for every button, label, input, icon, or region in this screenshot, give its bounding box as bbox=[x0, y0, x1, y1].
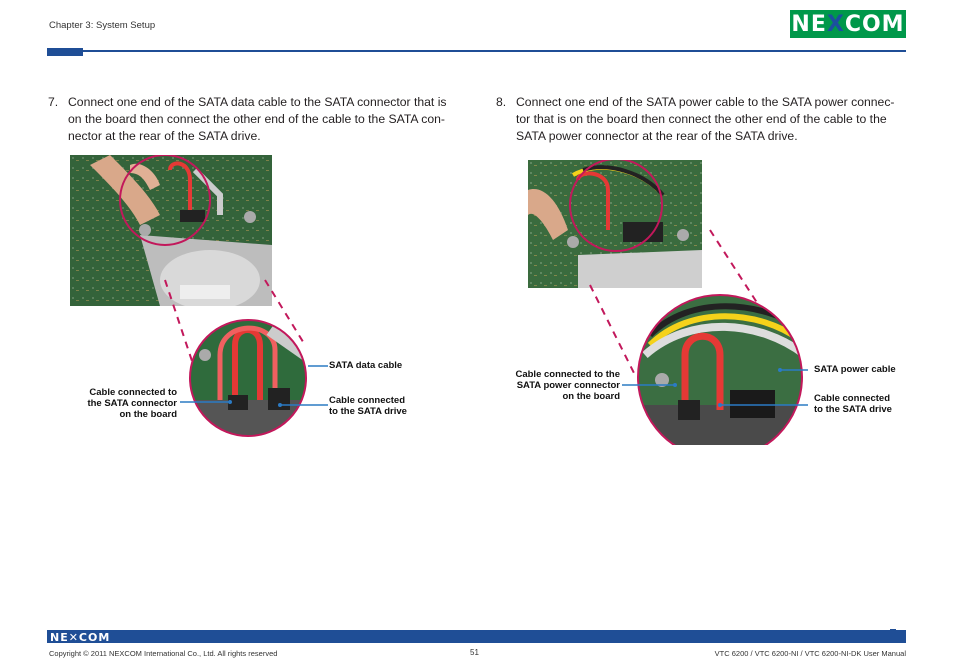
callout-line: to the SATA drive bbox=[329, 406, 407, 417]
manual-title: VTC 6200 / VTC 6200-NI / VTC 6200-NI-DK User Manual bbox=[714, 649, 906, 658]
callout-line: Cable connected to the bbox=[515, 369, 620, 380]
footer-bar bbox=[47, 630, 906, 643]
callout-line: the SATA connector bbox=[87, 398, 177, 409]
callout-line: SATA power connector bbox=[516, 380, 620, 391]
page-number: 51 bbox=[470, 648, 479, 657]
callout-power-board-connector bbox=[500, 369, 620, 402]
callout-line: Cable connected bbox=[814, 393, 891, 404]
step-7-line: nector at the rear of the SATA drive. bbox=[68, 129, 261, 143]
copyright: Copyright © 2011 NEXCOM International Co., Ltd. All rights reserved bbox=[49, 649, 278, 658]
step-8-leader-lines bbox=[620, 360, 810, 420]
step-7-text bbox=[68, 94, 447, 145]
callout-board-connector bbox=[74, 387, 177, 420]
callout-drive-connector bbox=[329, 395, 407, 417]
step-7 bbox=[48, 94, 468, 146]
chapter-title: Chapter 3: System Setup bbox=[49, 20, 156, 31]
step-8-text bbox=[516, 94, 895, 145]
step-8-line: Connect one end of the SATA power cable to the SATA power connec- bbox=[516, 95, 895, 109]
step-7-leader-lines bbox=[180, 360, 330, 420]
header-tab bbox=[47, 48, 83, 56]
callout-sata-data-cable: SATA data cable bbox=[329, 360, 403, 371]
callout-sata-power-cable: SATA power cable bbox=[814, 364, 896, 375]
callout-line: Cable connected to bbox=[89, 387, 177, 398]
step-8-line: SATA power connector at the rear of the SATA drive. bbox=[516, 129, 798, 143]
callout-power-drive-connector bbox=[814, 393, 892, 415]
logo-text-left: NE bbox=[791, 11, 827, 37]
step-8-number: 8. bbox=[496, 95, 507, 109]
step-7-number: 7. bbox=[48, 95, 59, 109]
header-rule bbox=[47, 50, 906, 52]
callout-line: to the SATA drive bbox=[814, 404, 892, 415]
callout-line: on the board bbox=[562, 391, 620, 402]
step-7-line: on the board then connect the other end of the cable to the SATA con- bbox=[68, 112, 445, 126]
callout-line: on the board bbox=[119, 409, 177, 420]
step-8-line: tor that is on the board then connect the other end of the cable to the bbox=[516, 112, 887, 126]
step-7-line: Connect one end of the SATA data cable to the SATA connector that is bbox=[68, 95, 447, 109]
footer-squares-icon bbox=[888, 628, 906, 644]
logo-text-x: X bbox=[826, 11, 845, 37]
callout-line: Cable connected bbox=[329, 395, 406, 406]
nexcom-logo bbox=[790, 10, 906, 38]
logo-text-right: COM bbox=[844, 11, 905, 37]
step-8 bbox=[496, 94, 916, 146]
footer-logo: NE✕COM bbox=[50, 631, 111, 644]
